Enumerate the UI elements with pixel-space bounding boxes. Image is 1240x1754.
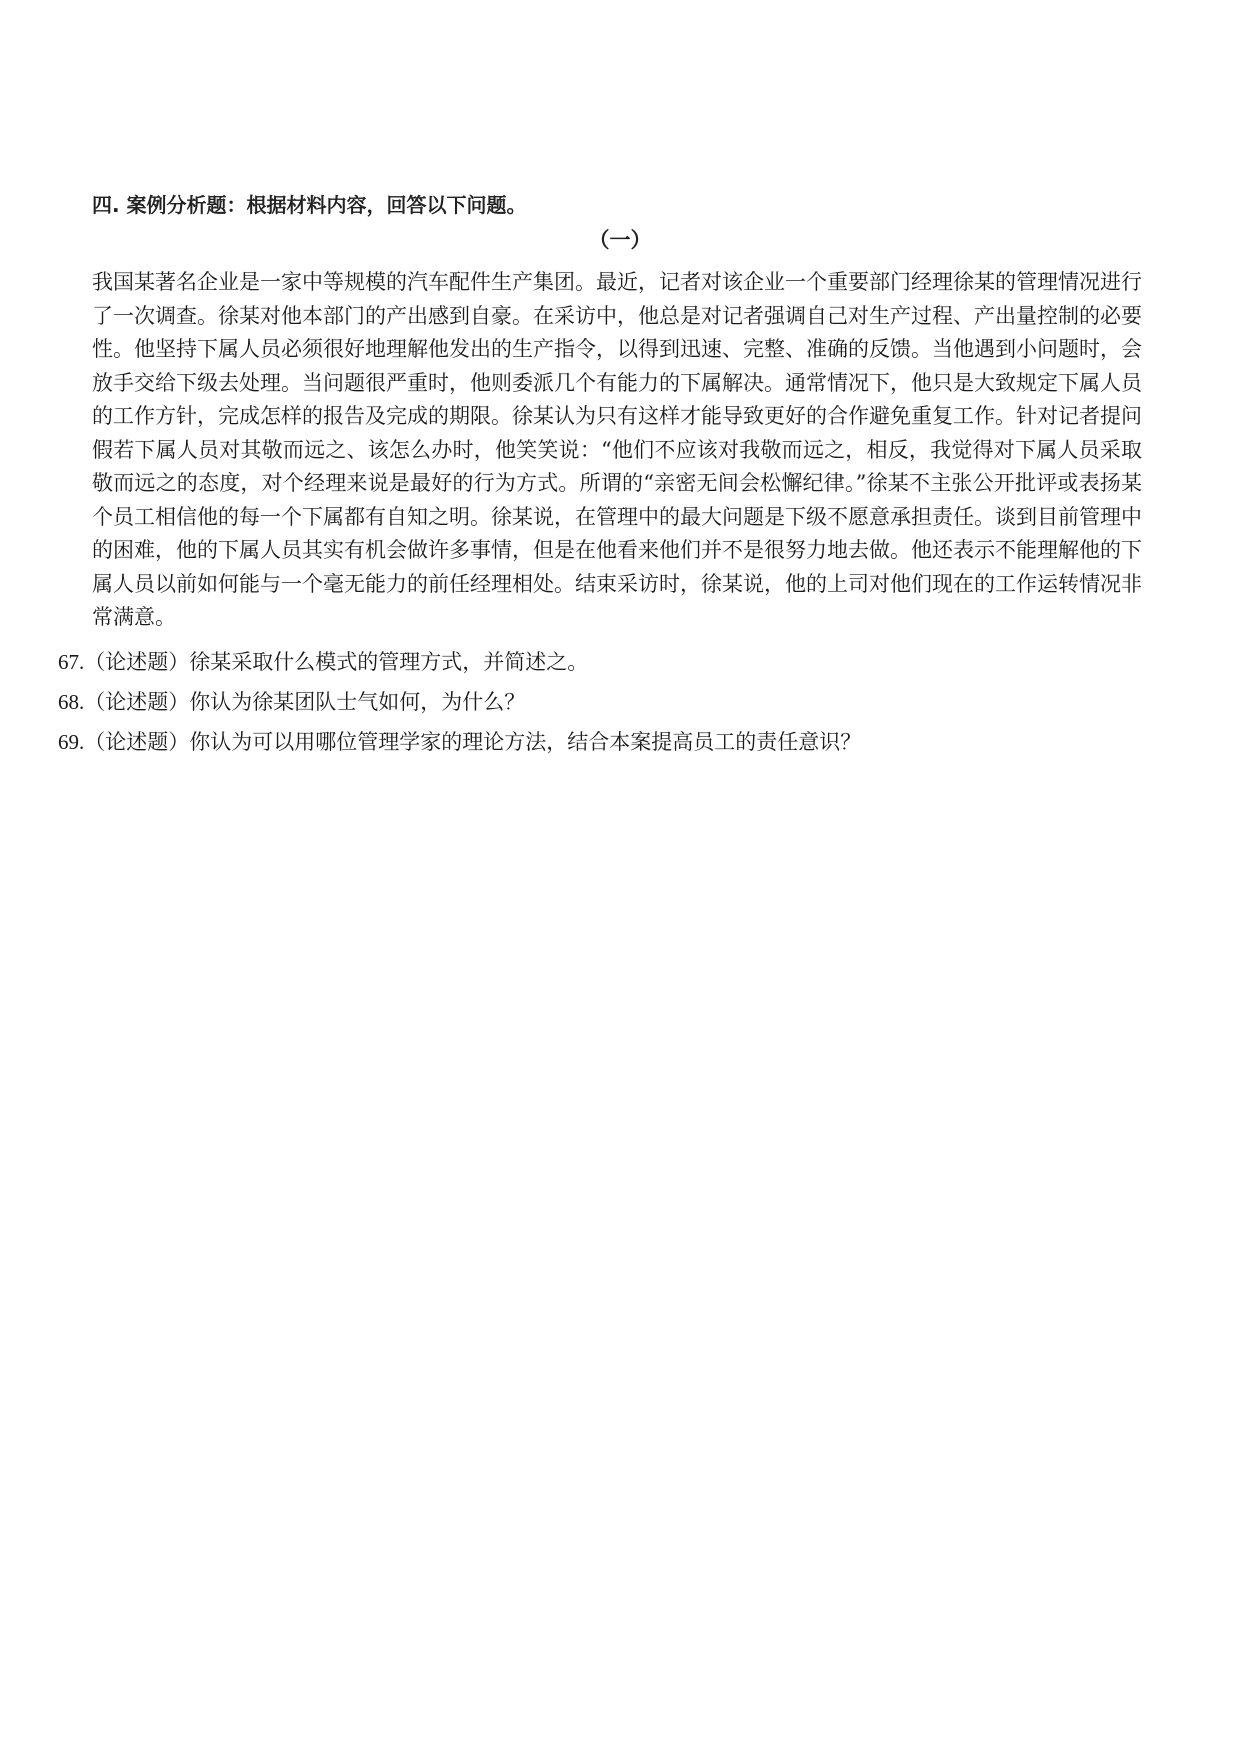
question-text: 你认为可以用哪位管理学家的理论方法，结合本案提高员工的责任意识？ [189, 730, 862, 754]
question-number: 68. [58, 690, 85, 714]
question-number: 69. [58, 730, 85, 754]
case-title: （一） [588, 228, 652, 252]
question-item [58, 682, 1158, 722]
question-text: 你认为徐某团队士气如何，为什么？ [189, 690, 526, 714]
question-item [58, 642, 1158, 682]
case-text: 我国某著名企业是一家中等规模的汽车配件生产集团。最近，记者对该企业一个重要部门经理徐某的管理情况进行了一次调查。徐某对他本部门的产出感到自豪。在采访中，他总是对记者强调自己对生产过程、产出量控制的必要性。他坚持下属人员必须很好地理解他发出的生产指令，以得到迅速、完整、准确的反馈。当他遇到小问题时，会放手交给下级去处理。当问题很严重时，他则委派几个有能力的下属解决。通常情况下，他只是大致规定下属人员的工作方针，完成怎样的报告及完成的期限。徐某认为只有这样才能导致更好的合作避免重复工作。针对记者提问假若下属人员对其敬而远之、该怎么办时，他笑笑说：“他们不应该对我敬而远之，相反，我觉得对下属人员采取敬而远之的态度，对个经理来说是最好的行为方式。所谓的“亲密无间会松懈纪律。”徐某不主张公开批评或表扬某个员工相信他的每一个下属都有自知之明。徐某说，在管理中的最大问题是下级不愿意承担责任。谈到目前管理中的困难，他的下属人员其实有机会做许多事情，但是在他看来他们并不是很努力地去做。他还表示不能理解他的下属人员以前如何能与一个毫无能力的前任经理相处。结束采访时，徐某说，他的上司对他们现在的工作运转情况非常满意。 [92, 270, 1142, 629]
question-text: 徐某采取什么模式的管理方式，并简述之。 [189, 650, 589, 674]
section-heading: 四. 案例分析题：根据材料内容，回答以下问题。 [92, 193, 527, 217]
question-type: （论述题） [84, 650, 190, 674]
question-type: （论述题） [84, 690, 190, 714]
question-item [58, 722, 1158, 762]
question-list [58, 642, 1158, 762]
question-number: 67. [58, 650, 85, 674]
question-type: （论述题） [84, 730, 190, 754]
